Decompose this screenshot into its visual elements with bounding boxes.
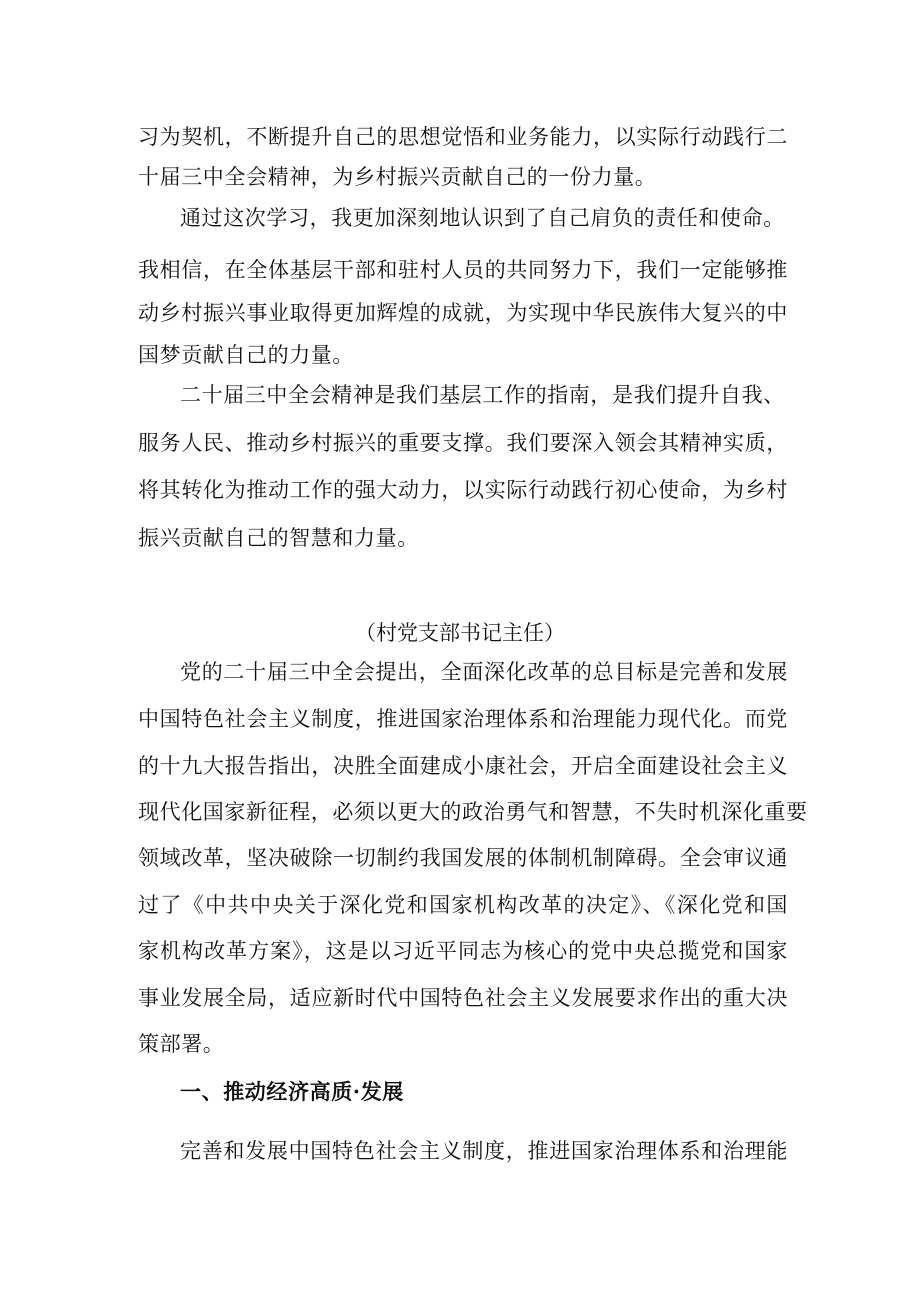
section-heading: （村党支部书记主任）	[355, 621, 565, 645]
paragraph-line: 通过这次学习，我更加深刻地认识到了自己肩负的责任和使命。	[180, 206, 785, 230]
paragraph-line: 动乡村振兴事业取得更加辉煌的成就，为实现中华民族伟大复兴的中	[138, 301, 788, 325]
paragraph-line: 二十届三中全会精神是我们基层工作的指南，是我们提升自我、	[180, 383, 785, 407]
paragraph-line: 我相信，在全体基层干部和驻村人员的共同努力下，我们一定能够推	[138, 258, 788, 282]
paragraph-line: 中国特色社会主义制度，推进国家治理体系和治理能力现代化。而党	[138, 707, 788, 731]
paragraph-line: 振兴贡献自己的智慧和力量。	[138, 526, 419, 550]
paragraph-line: 习为契机，不断提升自己的思想觉悟和业务能力，以实际行动践行二	[138, 125, 788, 149]
paragraph-line: 家机构改革方案》，这是以习近平同志为核心的党中央总揽党和国家	[138, 939, 788, 963]
paragraph-line: 服务人民、推动乡村振兴的重要支撑。我们要深入领会其精神实质，	[138, 431, 788, 455]
paragraph-line: 的十九大报告指出，决胜全面建成小康社会，开启全面建设社会主义	[138, 754, 788, 778]
paragraph-line: 国梦贡献自己的力量。	[138, 343, 354, 367]
paragraph-line: 领域改革，坚决破除一切制约我国发展的体制机制障碍。全会审议通	[138, 846, 788, 870]
paragraph-line: 过了《中共中央关于深化党和国家机构改革的决定》、《深化党和国	[138, 893, 788, 917]
paragraph-line: 现代化国家新征程，必须以更大的政治勇气和智慧，不失时机深化重要	[138, 800, 808, 824]
paragraph-line: 策部署。	[138, 1032, 225, 1056]
paragraph-line: 党的二十届三中全会提出，全面深化改革的总目标是完善和发展	[180, 660, 788, 684]
paragraph-line: 事业发展全局，适应新时代中国特色社会主义发展要求作出的重大决	[138, 986, 788, 1010]
paragraph-line: 十届三中全会精神，为乡村振兴贡献自己的一份力量。	[138, 165, 657, 189]
paragraph-line: 将其转化为推动工作的强大动力，以实际行动践行初心使命，为乡村	[138, 478, 788, 502]
section-title: 一、推动经济高质·发展	[180, 1079, 404, 1104]
paragraph-line: 完善和发展中国特色社会主义制度，推进国家治理体系和治理能	[180, 1139, 788, 1163]
